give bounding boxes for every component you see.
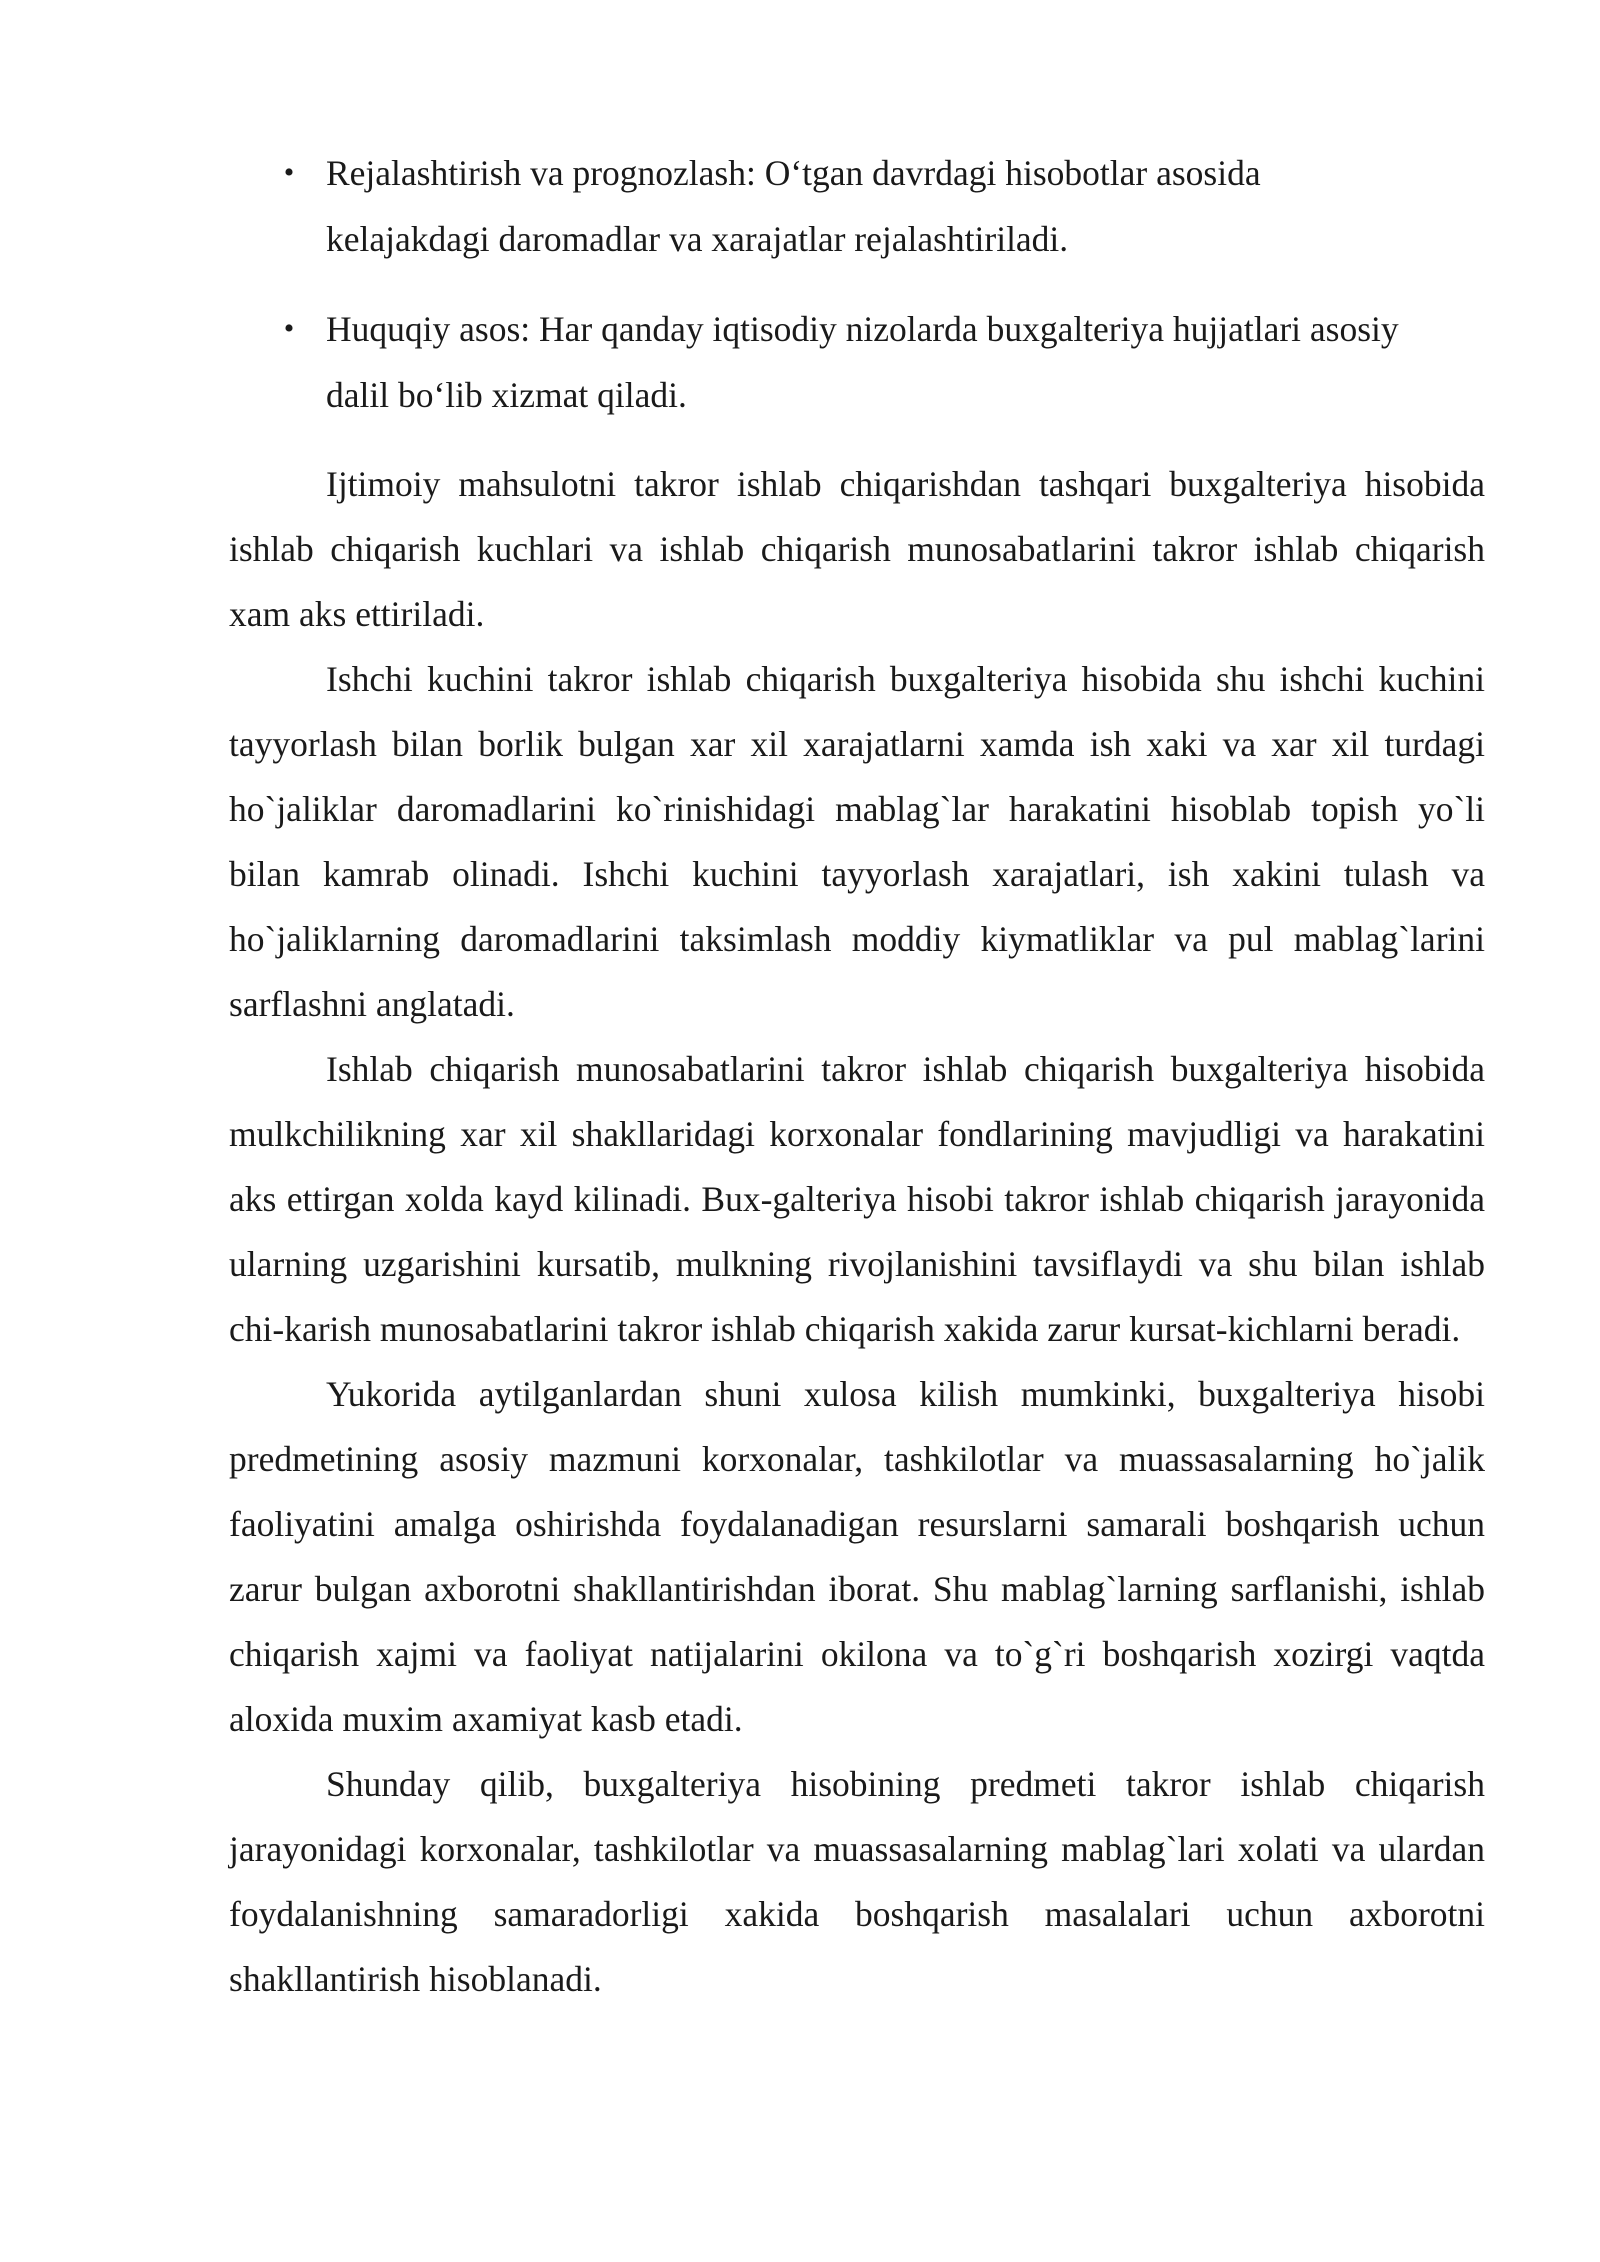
paragraph-conclusion: Yukorida aytilganlardan shuni xulosa kilish mumkinki, buxgalteriya hisobi predmetining asosiy mazmuni korxonalar, tashkilotlar va muassasalarning ho`jalik faoliyatini amalga oshirishda foydalanadigan resurslarni samarali boshqarish uchun zarur bulgan axborotni shakllantirishdan iborat. Shu mablag`larning sarflanishi, ishlab chiqarish xajmi va faoliyat natijalarini okilona va to`g`ri boshqarish xozirgi vaqtda aloxida muxim axamiyat kasb etadi. <box>229 1374 1485 1739</box>
bullet-marker: • <box>283 312 295 345</box>
bullet-list <box>229 140 1485 428</box>
paragraph-production-relations: Ishlab chiqarish munosabatlarini takror ishlab chiqarish buxgalteriya hisobida mulkchilikning xar xil shakllaridagi korxonalar fondlarining mavjudligi va harakatini aks ettirgan xolda kayd kilinadi. Bux-galteriya hisobi takror ishlab chiqarish jarayonida ularning uzgarishini kursatib, mulkning rivojlanishini tavsiflaydi va shu bilan ishlab chi-karish munosabatlarini takror ishlab chiqarish xakida zarur kursat-kichlarni beradi. <box>229 1049 1485 1349</box>
bullet-text: Rejalashtirish va prognozlash: O‘tgan davrdagi hisobotlar asosida kelajakdagi daromadlar va xarajatlar rejalashtiriladi. <box>326 153 1261 259</box>
paragraph-labor-force: Ishchi kuchini takror ishlab chiqarish buxgalteriya hisobida shu ishchi kuchini tayyorlash bilan borlik bulgan xar xil xarajatlarni xamda ish xaki va xar xil turdagi ho`jaliklar daromadlarini ko`rinishidagi mablag`lar harakatini hisoblab topish yo`li bilan kamrab olinadi. Ishchi kuchini tayyorlash xarajatlari, ish xakini tulash va ho`jaliklarning daromadlarini taksimlash moddiy kiymatliklar va pul mablag`larini sarflashni anglatadi. <box>229 659 1485 1024</box>
bullet-item-planning <box>229 140 1485 272</box>
paragraph-social-product: Ijtimoiy mahsulotni takror ishlab chiqarishdan tashqari buxgalteriya hisobida ishlab chiqarish kuchlari va ishlab chiqarish munosabatlarini takror ishlab chiqarish xam aks ettiriladi. <box>229 464 1485 634</box>
bullet-text: Huquqiy asos: Har qanday iqtisodiy nizolarda buxgalteriya hujjatlari asosiy dalil bo‘lib xizmat qiladi. <box>326 309 1399 415</box>
bullet-marker: • <box>283 156 295 189</box>
paragraph-subject-summary: Shunday qilib, buxgalteriya hisobining predmeti takror ishlab chiqarish jarayonidagi korxonalar, tashkilotlar va muassasalarning mablag`lari xolati va ulardan foydalanishning samaradorligi xakida boshqarish masalalari uchun axborotni shakllantirish hisoblanadi. <box>229 1764 1485 1999</box>
bullet-item-legal-basis <box>229 296 1485 428</box>
document-page <box>229 140 1485 2012</box>
